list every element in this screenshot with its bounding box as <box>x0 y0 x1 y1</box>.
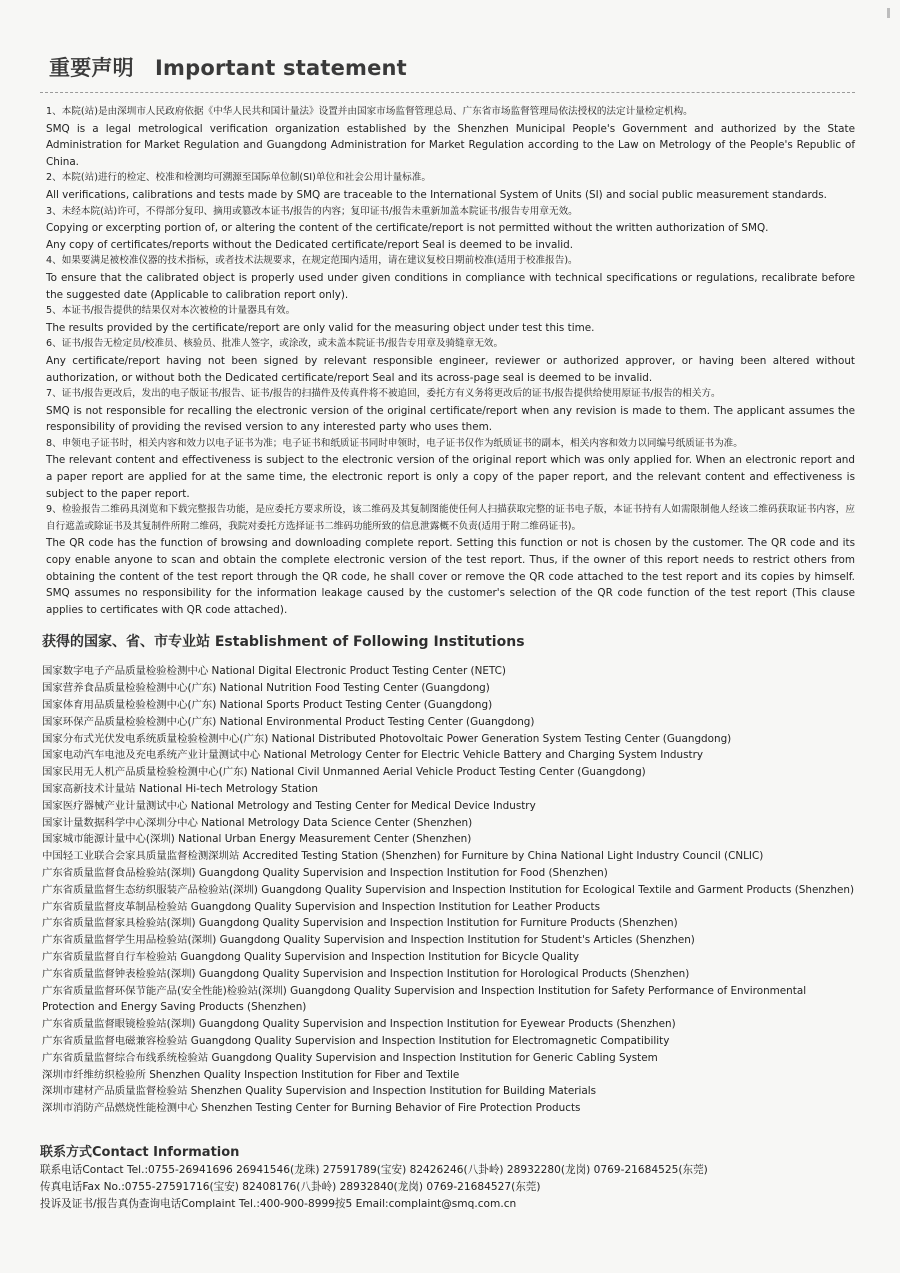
scan-corner-mark <box>887 8 890 18</box>
list-item: 深圳市纤维纺织检验所 Shenzhen Quality Inspection Institution for Fiber and Textile <box>42 1068 460 1081</box>
statement-section <box>46 104 855 618</box>
statement-9-zh: 9、检验报告二维码具浏览和下载完整报告功能，是应委托方要求所设，该二维码及其复制图能使任何人扫描获取完整的证书电子版，本证书持有人如需限制他人经该二维码获取证书内容，应自行遮盖或除证书及其复制件所附二维码，我院对委托方选择证书二维码功能所致的信息泄露概不负责(适用于附二维码证书)。 <box>46 504 855 532</box>
statement-6-en: Any certificate/report having not been signed by relevant responsible engineer, reviewer or authorized approver, or having been altered without authorization, or without both the Dedicated certificate/report Seal and its across-page seal is deemed to be invalid. <box>46 354 855 384</box>
document-page <box>40 52 855 1214</box>
list-item: 广东省质量监督自行车检验站 Guangdong Quality Supervision and Inspection Institution for Bicycle Quality <box>42 950 580 963</box>
institutions-list <box>42 663 855 1117</box>
statement-1-zh: 1、本院(站)是由深圳市人民政府依据《中华人民共和国计量法》设置并由国家市场监督管理总局、广东省市场监督管理局依法授权的法定计量检定机构。 <box>46 106 693 117</box>
contact-tel: 联系电话Contact Tel.:0755-26941696 26941546(龙珠) 27591789(宝安) 82426246(八卦岭) 28932280(龙岗) 0769-21684525(东莞) <box>40 1163 708 1176</box>
institutions-heading: 获得的国家、省、市专业站 Establishment of Following Institutions <box>42 634 525 651</box>
statement-3-en-b: Any copy of certificates/reports without the Dedicated certificate/report Seal is deemed to be invalid. <box>46 238 574 251</box>
list-item: 国家环保产品质量检验检测中心(广东) National Environmental Product Testing Center (Guangdong) <box>42 715 535 728</box>
statement-7-zh: 7、证书/报告更改后，发出的电子版证书/报告、证书/报告的扫描件及传真件将不被追回，委托方有义务将更改后的证书/报告提供给使用原证书/报告的相关方。 <box>46 388 721 400</box>
statement-2-zh: 2、本院(站)进行的检定、校准和检测均可溯源至国际单位制(SI)单位和社会公用计量标准。 <box>46 172 431 184</box>
statement-4-en: To ensure that the calibrated object is properly used under given conditions in compliance with technical specifications or regulations, recalibrate before the suggested date (Applicable to calibration report only). <box>46 271 855 301</box>
statement-7-en: SMQ is not responsible for recalling the electronic version of the original certificate/report when any revision is made to them. The applicant assumes the responsibility of providing the revised version to any interested party who uses them. <box>46 404 855 434</box>
page-title: 重要声明 Important statement <box>49 56 407 80</box>
statement-5-en: The results provided by the certificate/report are only valid for the measuring object under test this time. <box>46 321 595 334</box>
list-item: 国家营养食品质量检验检测中心(广东) National Nutrition Food Testing Center (Guangdong) <box>42 682 490 695</box>
statement-1-en: SMQ is a legal metrological verification organization established by the Shenzhen Municipal People's Government and authorized by the State Administration for Market Regulation and Guangdong Administration for Market Regulation according to the Law on Metrology of the People's Republic of China. <box>46 122 855 168</box>
statement-5-zh: 5、本证书/报告提供的结果仅对本次被检的计量器具有效。 <box>46 305 296 317</box>
list-item: 国家民用无人机产品质量检验检测中心(广东) National Civil Unmanned Aerial Vehicle Product Testing Center (Guangdong) <box>42 766 646 779</box>
statement-3-zh: 3、未经本院(站)许可，不得部分复印、摘用或篡改本证书/报告的内容；复印证书/报告未重新加盖本院证书/报告专用章无效。 <box>46 205 578 217</box>
list-item: 广东省质量监督综合布线系统检验站 Guangdong Quality Supervision and Inspection Institution for Generic Cabling System <box>42 1051 658 1064</box>
list-item: 广东省质量监督家具检验站(深圳) Guangdong Quality Supervision and Inspection Institution for Furniture Products (Shenzhen) <box>42 917 678 930</box>
list-item: 国家电动汽车电池及充电系统产业计量测试中心 National Metrology Center for Electric Vehicle Battery and Charging System Industry <box>42 749 704 762</box>
dashed-divider <box>40 92 855 93</box>
list-item: 深圳市建材产品质量监督检验站 Shenzhen Quality Supervision and Inspection Institution for Building Materials <box>42 1085 597 1098</box>
statement-2-en: All verifications, calibrations and tests made by SMQ are traceable to the International System of Units (SI) and social public measurement standards. <box>46 188 827 201</box>
list-item: 广东省质量监督皮革制品检验站 Guangdong Quality Supervision and Inspection Institution for Leather Products <box>42 900 601 913</box>
list-item: 广东省质量监督生态纺织服装产品检验站(深圳) Guangdong Quality Supervision and Inspection Institution for Ecological Textile and Garment Products (Shenzhen) <box>42 883 855 896</box>
statement-8-en: The relevant content and effectiveness is subject to the electronic version of the original report which was only applied for. When an electronic report and a paper report are applied for at the same time, the electronic report is only a copy of the paper report, and the relevant content and effectiveness is subject to the paper report. <box>46 454 855 500</box>
statement-3-en-a: Copying or excerpting portion of, or altering the content of the certificate/report is not permitted without the written authorization of SMQ. <box>46 222 769 235</box>
list-item: 国家分布式光伏发电系统质量检验检测中心(广东) National Distributed Photovoltaic Power Generation System Testing Center (Guangdong) <box>42 732 732 745</box>
list-item: 广东省质量监督食品检验站(深圳) Guangdong Quality Supervision and Inspection Institution for Food (Shenzhen) <box>42 866 608 879</box>
list-item: 国家体育用品质量检验检测中心(广东) National Sports Product Testing Center (Guangdong) <box>42 699 493 711</box>
list-item: 广东省质量监督钟表检验站(深圳) Guangdong Quality Supervision and Inspection Institution for Horological Products (Shenzhen) <box>42 967 690 980</box>
list-item: 中国轻工业联合会家具质量监督检测深圳站 Accredited Testing Station (Shenzhen) for Furniture by China National Light Industry Council (CNLIC) <box>42 850 764 863</box>
list-item: 广东省质量监督眼镜检验站(深圳) Guangdong Quality Supervision and Inspection Institution for Eyewear Products (Shenzhen) <box>42 1018 676 1031</box>
list-item: 国家计量数据科学中心深圳分中心 National Metrology Data Science Center (Shenzhen) <box>42 816 473 829</box>
list-item: 国家数字电子产品质量检验检测中心 National Digital Electronic Product Testing Center (NETC) <box>42 665 506 678</box>
statement-9-en: The QR code has the function of browsing and downloading complete report. Setting this function or not is chosen by the customer. The QR code and its copy enable anyone to scan and obtain the complete electronic version of the test report. Thus, if the owner of this report needs to restrict others from obtaining the content of the test report through the QR code, he shall cover or remove the QR code attached to the test report and its copies by himself. SMQ assumes no responsibility for the information leakage caused by the customer's selection of the QR code function of the test report (This clause applies to certificates with QR code attached). <box>46 537 855 616</box>
list-item: 广东省质量监督学生用品检验站(深圳) Guangdong Quality Supervision and Inspection Institution for Student's Articles (Shenzhen) <box>42 934 695 947</box>
list-item: 广东省质量监督电磁兼容检验站 Guangdong Quality Supervision and Inspection Institution for Electromagnetic Compatibility <box>42 1034 670 1047</box>
contact-fax: 传真电话Fax No.:0755-27591716(宝安) 82408176(八卦岭) 28932840(龙岗) 0769-21684527(东莞) <box>40 1181 541 1194</box>
statement-4-zh: 4、如果要满足被校准仪器的技术指标，或者技术法规要求，在规定范围内适用，请在建议复校日期前校准(适用于校准报告)。 <box>46 255 578 267</box>
list-item: 国家高新技术计量站 National Hi-tech Metrology Station <box>42 782 318 795</box>
contact-heading: 联系方式Contact Information <box>40 1144 240 1160</box>
list-item: 广东省质量监督环保节能产品(安全性能)检验站(深圳) Guangdong Quality Supervision and Inspection Institution for Safety Performance of Environmental Protection and Energy Saving Products (Shenzhen) <box>42 984 807 1014</box>
contact-complaint: 投诉及证书/报告真伪查询电话Complaint Tel.:400-900-8999按5 Email:complaint@smq.com.cn <box>40 1198 517 1211</box>
statement-6-zh: 6、证书/报告无检定员/校准员、核验员、批准人签字，或涂改，或未盖本院证书/报告专用章及骑缝章无效。 <box>46 338 504 350</box>
statement-8-zh: 8、申领电子证书时，相关内容和效力以电子证书为准；电子证书和纸质证书同时申领时，电子证书仅作为纸质证书的副本，相关内容和效力以同编号纸质证书为准。 <box>46 437 743 449</box>
list-item: 国家医疗器械产业计量测试中心 National Metrology and Testing Center for Medical Device Industry <box>42 799 536 812</box>
list-item: 深圳市消防产品燃烧性能检测中心 Shenzhen Testing Center for Burning Behavior of Fire Protection Products <box>42 1102 581 1115</box>
list-item: 国家城市能源计量中心(深圳) National Urban Energy Measurement Center (Shenzhen) <box>42 833 472 846</box>
